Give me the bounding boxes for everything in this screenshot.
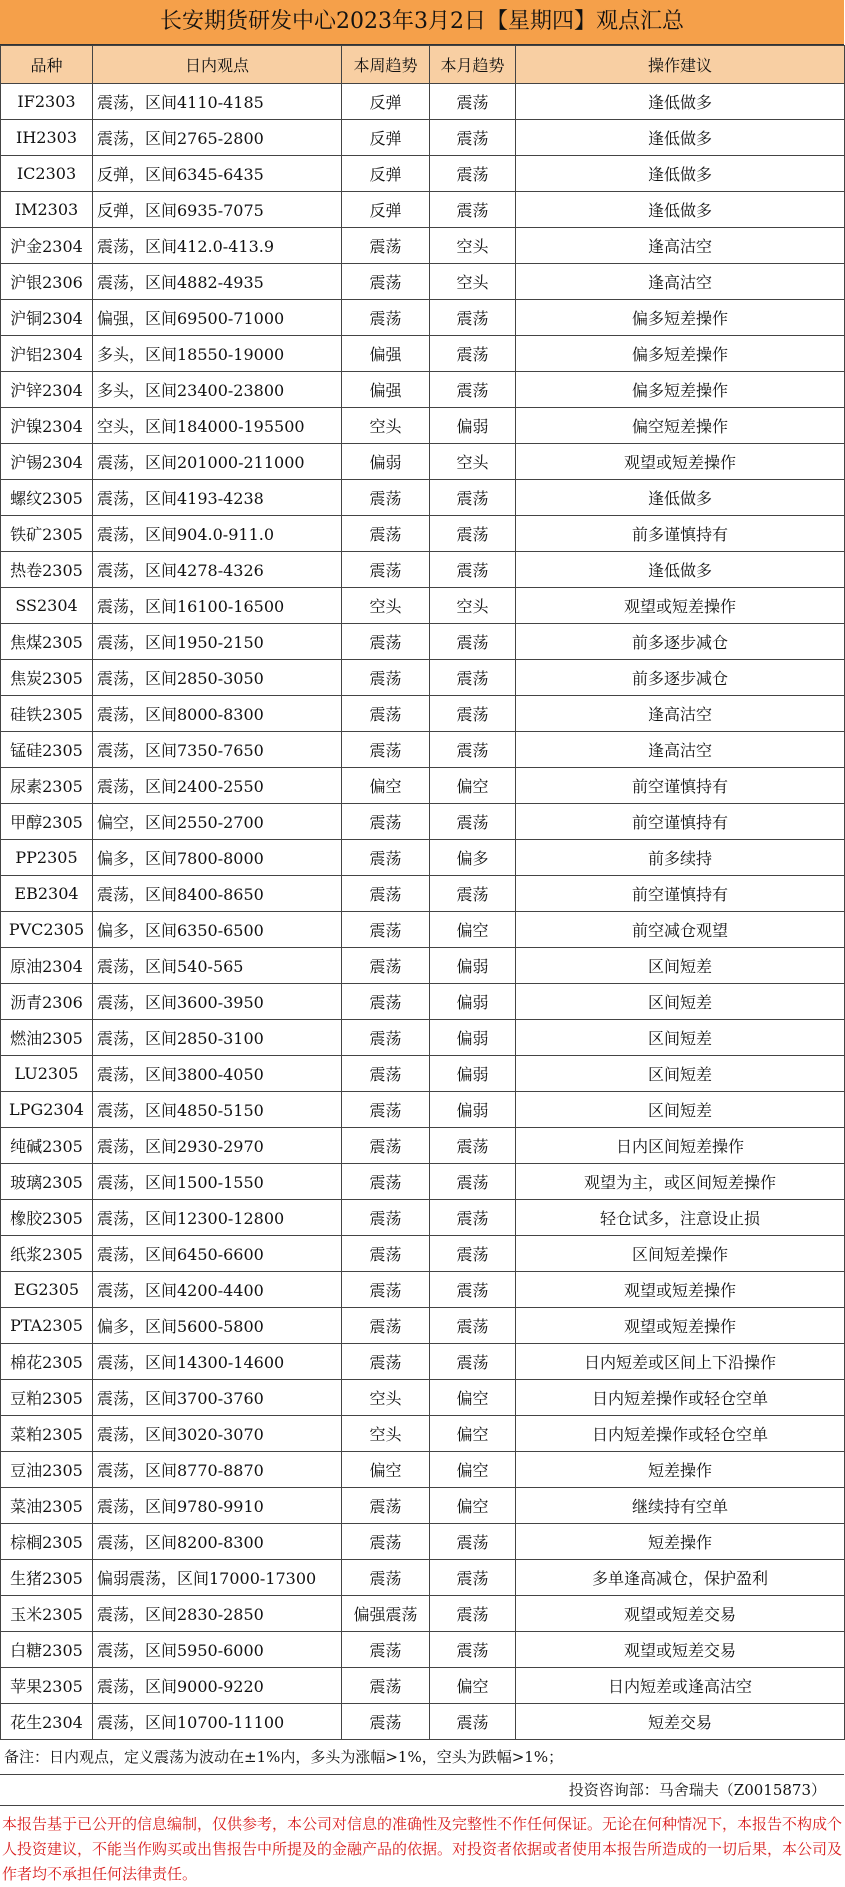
cell-advice: 区间短差	[516, 984, 845, 1020]
cell-weekly-trend: 震荡	[342, 624, 430, 660]
cell-variety: LPG2304	[1, 1092, 93, 1128]
table-row	[1, 840, 845, 876]
cell-weekly-trend: 偏强	[342, 372, 430, 408]
cell-weekly-trend: 空头	[342, 588, 430, 624]
cell-intraday-view: 震荡，区间540-565	[93, 948, 342, 984]
cell-variety: 燃油2305	[1, 1020, 93, 1056]
cell-variety: 沪金2304	[1, 228, 93, 264]
cell-variety: 白糖2305	[1, 1632, 93, 1668]
cell-intraday-view: 震荡，区间12300-12800	[93, 1200, 342, 1236]
table-row	[1, 1272, 845, 1308]
table-row	[1, 1308, 845, 1344]
cell-weekly-trend: 偏强	[342, 336, 430, 372]
cell-intraday-view: 多头，区间18550-19000	[93, 336, 342, 372]
table-row	[1, 1452, 845, 1488]
cell-weekly-trend: 震荡	[342, 1092, 430, 1128]
cell-advice: 短差操作	[516, 1452, 845, 1488]
cell-monthly-trend: 空头	[430, 264, 516, 300]
cell-monthly-trend: 震荡	[430, 1200, 516, 1236]
table-row	[1, 1092, 845, 1128]
cell-intraday-view: 震荡，区间4193-4238	[93, 480, 342, 516]
cell-weekly-trend: 震荡	[342, 984, 430, 1020]
table-row	[1, 1128, 845, 1164]
cell-variety: 玻璃2305	[1, 1164, 93, 1200]
cell-intraday-view: 震荡，区间4278-4326	[93, 552, 342, 588]
table-row	[1, 768, 845, 804]
cell-weekly-trend: 震荡	[342, 912, 430, 948]
cell-monthly-trend: 偏空	[430, 1488, 516, 1524]
cell-intraday-view: 偏多，区间5600-5800	[93, 1308, 342, 1344]
cell-advice: 偏多短差操作	[516, 372, 845, 408]
cell-intraday-view: 震荡，区间8770-8870	[93, 1452, 342, 1488]
cell-weekly-trend: 震荡	[342, 732, 430, 768]
cell-variety: 纯碱2305	[1, 1128, 93, 1164]
table-row	[1, 1344, 845, 1380]
cell-monthly-trend: 偏弱	[430, 1092, 516, 1128]
table-row	[1, 1200, 845, 1236]
table-row	[1, 948, 845, 984]
cell-monthly-trend: 震荡	[430, 732, 516, 768]
cell-variety: 沪铝2304	[1, 336, 93, 372]
cell-variety: 橡胶2305	[1, 1200, 93, 1236]
cell-intraday-view: 震荡，区间14300-14600	[93, 1344, 342, 1380]
header-weekly-trend: 本周趋势	[342, 46, 430, 84]
outlook-table	[0, 45, 845, 1740]
table-row	[1, 1488, 845, 1524]
disclaimer-text: 本报告基于已公开的信息编制，仅供参考，本公司对信息的准确性及完整性不作任何保证。无论在何种情况下，本报告不构成个人投资建议，不能当作购买或出售报告中所提及的金融产品的依据。对投资者依据或者使用本报告所造成的一切后果，本公司及作者均不承担任何法律责任。	[2, 1815, 843, 1883]
cell-monthly-trend: 空头	[430, 588, 516, 624]
cell-variety: 棕榈2305	[1, 1524, 93, 1560]
table-row	[1, 1596, 845, 1632]
cell-intraday-view: 偏多，区间6350-6500	[93, 912, 342, 948]
cell-monthly-trend: 震荡	[430, 876, 516, 912]
cell-intraday-view: 多头，区间23400-23800	[93, 372, 342, 408]
cell-weekly-trend: 震荡	[342, 1704, 430, 1740]
table-row	[1, 660, 845, 696]
cell-intraday-view: 震荡，区间8400-8650	[93, 876, 342, 912]
cell-weekly-trend: 震荡	[342, 1344, 430, 1380]
cell-advice: 区间短差	[516, 1056, 845, 1092]
cell-intraday-view: 震荡，区间16100-16500	[93, 588, 342, 624]
cell-weekly-trend: 震荡	[342, 552, 430, 588]
table-row	[1, 408, 845, 444]
cell-variety: 热卷2305	[1, 552, 93, 588]
cell-advice: 偏空短差操作	[516, 408, 845, 444]
table-row	[1, 804, 845, 840]
cell-monthly-trend: 震荡	[430, 1524, 516, 1560]
cell-advice: 前多续持	[516, 840, 845, 876]
cell-variety: 菜粕2305	[1, 1416, 93, 1452]
cell-weekly-trend: 震荡	[342, 1308, 430, 1344]
cell-advice: 前多谨慎持有	[516, 516, 845, 552]
cell-intraday-view: 震荡，区间6450-6600	[93, 1236, 342, 1272]
cell-monthly-trend: 偏空	[430, 1452, 516, 1488]
cell-monthly-trend: 偏弱	[430, 1056, 516, 1092]
cell-monthly-trend: 震荡	[430, 192, 516, 228]
cell-variety: IH2303	[1, 120, 93, 156]
cell-monthly-trend: 震荡	[430, 624, 516, 660]
table-row	[1, 120, 845, 156]
cell-advice: 区间短差操作	[516, 1236, 845, 1272]
cell-monthly-trend: 空头	[430, 444, 516, 480]
table-row	[1, 1524, 845, 1560]
table-row	[1, 552, 845, 588]
cell-intraday-view: 震荡，区间3700-3760	[93, 1380, 342, 1416]
cell-intraday-view: 震荡，区间412.0-413.9	[93, 228, 342, 264]
footnote: 备注：日内观点，定义震荡为波动在±1%内，多头为涨幅>1%，空头为跌幅>1%；	[0, 1740, 844, 1775]
cell-monthly-trend: 震荡	[430, 156, 516, 192]
cell-intraday-view: 震荡，区间3020-3070	[93, 1416, 342, 1452]
cell-advice: 区间短差	[516, 1092, 845, 1128]
cell-variety: 豆油2305	[1, 1452, 93, 1488]
cell-advice: 观望或短差交易	[516, 1632, 845, 1668]
cell-weekly-trend: 震荡	[342, 300, 430, 336]
cell-monthly-trend: 震荡	[430, 1344, 516, 1380]
cell-monthly-trend: 震荡	[430, 1272, 516, 1308]
cell-monthly-trend: 偏弱	[430, 984, 516, 1020]
table-row	[1, 912, 845, 948]
cell-variety: 铁矿2305	[1, 516, 93, 552]
cell-advice: 逢高沽空	[516, 228, 845, 264]
cell-intraday-view: 震荡，区间4850-5150	[93, 1092, 342, 1128]
cell-variety: 沥青2306	[1, 984, 93, 1020]
table-row	[1, 336, 845, 372]
cell-weekly-trend: 震荡	[342, 1560, 430, 1596]
cell-advice: 观望或短差操作	[516, 1308, 845, 1344]
table-row	[1, 516, 845, 552]
cell-advice: 逢低做多	[516, 552, 845, 588]
table-body	[1, 84, 845, 1740]
cell-intraday-view: 震荡，区间8200-8300	[93, 1524, 342, 1560]
cell-monthly-trend: 震荡	[430, 552, 516, 588]
cell-variety: 尿素2305	[1, 768, 93, 804]
cell-intraday-view: 震荡，区间4200-4400	[93, 1272, 342, 1308]
cell-intraday-view: 震荡，区间7350-7650	[93, 732, 342, 768]
cell-weekly-trend: 震荡	[342, 1524, 430, 1560]
table-row	[1, 300, 845, 336]
cell-monthly-trend: 偏空	[430, 1668, 516, 1704]
table-row	[1, 156, 845, 192]
cell-weekly-trend: 空头	[342, 408, 430, 444]
header-intraday-view: 日内观点	[93, 46, 342, 84]
cell-monthly-trend: 震荡	[430, 84, 516, 120]
cell-intraday-view: 震荡，区间9780-9910	[93, 1488, 342, 1524]
cell-weekly-trend: 震荡	[342, 1200, 430, 1236]
cell-weekly-trend: 偏空	[342, 768, 430, 804]
cell-intraday-view: 震荡，区间1950-2150	[93, 624, 342, 660]
cell-variety: 焦煤2305	[1, 624, 93, 660]
cell-weekly-trend: 震荡	[342, 1488, 430, 1524]
cell-weekly-trend: 震荡	[342, 696, 430, 732]
cell-intraday-view: 震荡，区间2765-2800	[93, 120, 342, 156]
cell-intraday-view: 震荡，区间5950-6000	[93, 1632, 342, 1668]
cell-variety: PVC2305	[1, 912, 93, 948]
cell-intraday-view: 震荡，区间9000-9220	[93, 1668, 342, 1704]
cell-advice: 日内短差操作或轻仓空单	[516, 1380, 845, 1416]
table-row	[1, 1704, 845, 1740]
cell-weekly-trend: 反弹	[342, 192, 430, 228]
table-row	[1, 732, 845, 768]
cell-advice: 观望或短差交易	[516, 1596, 845, 1632]
cell-intraday-view: 震荡，区间2830-2850	[93, 1596, 342, 1632]
cell-variety: 螺纹2305	[1, 480, 93, 516]
cell-monthly-trend: 震荡	[430, 1560, 516, 1596]
cell-variety: PP2305	[1, 840, 93, 876]
cell-weekly-trend: 震荡	[342, 876, 430, 912]
cell-weekly-trend: 空头	[342, 1380, 430, 1416]
cell-advice: 轻仓试多，注意设止损	[516, 1200, 845, 1236]
cell-advice: 逢高沽空	[516, 696, 845, 732]
table-row	[1, 1056, 845, 1092]
cell-variety: IF2303	[1, 84, 93, 120]
cell-variety: 甲醇2305	[1, 804, 93, 840]
cell-intraday-view: 震荡，区间10700-11100	[93, 1704, 342, 1740]
table-row	[1, 876, 845, 912]
table-row	[1, 1020, 845, 1056]
cell-advice: 逢高沽空	[516, 264, 845, 300]
cell-monthly-trend: 震荡	[430, 1128, 516, 1164]
cell-variety: 焦炭2305	[1, 660, 93, 696]
cell-advice: 短差交易	[516, 1704, 845, 1740]
cell-variety: LU2305	[1, 1056, 93, 1092]
table-row	[1, 984, 845, 1020]
cell-intraday-view: 震荡，区间4110-4185	[93, 84, 342, 120]
cell-advice: 偏多短差操作	[516, 300, 845, 336]
cell-advice: 逢低做多	[516, 156, 845, 192]
cell-monthly-trend: 偏弱	[430, 948, 516, 984]
cell-intraday-view: 空头，区间184000-195500	[93, 408, 342, 444]
table-row	[1, 372, 845, 408]
cell-monthly-trend: 震荡	[430, 336, 516, 372]
cell-weekly-trend: 震荡	[342, 660, 430, 696]
cell-advice: 日内区间短差操作	[516, 1128, 845, 1164]
cell-monthly-trend: 震荡	[430, 696, 516, 732]
table-row	[1, 228, 845, 264]
cell-variety: PTA2305	[1, 1308, 93, 1344]
cell-intraday-view: 反弹，区间6935-7075	[93, 192, 342, 228]
table-row	[1, 588, 845, 624]
table-row	[1, 84, 845, 120]
cell-intraday-view: 震荡，区间2930-2970	[93, 1128, 342, 1164]
cell-monthly-trend: 震荡	[430, 1308, 516, 1344]
cell-intraday-view: 震荡，区间201000-211000	[93, 444, 342, 480]
cell-weekly-trend: 震荡	[342, 1236, 430, 1272]
cell-advice: 继续持有空单	[516, 1488, 845, 1524]
cell-monthly-trend: 震荡	[430, 300, 516, 336]
table-row	[1, 480, 845, 516]
cell-monthly-trend: 震荡	[430, 804, 516, 840]
table-row	[1, 1416, 845, 1452]
cell-weekly-trend: 偏强震荡	[342, 1596, 430, 1632]
cell-weekly-trend: 空头	[342, 1416, 430, 1452]
cell-monthly-trend: 震荡	[430, 372, 516, 408]
cell-variety: 苹果2305	[1, 1668, 93, 1704]
cell-variety: 生猪2305	[1, 1560, 93, 1596]
cell-advice: 逢高沽空	[516, 732, 845, 768]
report-title: 长安期货研发中心2023年3月2日【星期四】观点汇总	[0, 0, 844, 45]
cell-advice: 观望或短差操作	[516, 588, 845, 624]
cell-weekly-trend: 反弹	[342, 120, 430, 156]
header-advice: 操作建议	[516, 46, 845, 84]
cell-advice: 前多逐步减仓	[516, 660, 845, 696]
cell-intraday-view: 偏弱震荡，区间17000-17300	[93, 1560, 342, 1596]
cell-variety: 沪锡2304	[1, 444, 93, 480]
cell-intraday-view: 震荡，区间3800-4050	[93, 1056, 342, 1092]
cell-weekly-trend: 震荡	[342, 1632, 430, 1668]
cell-variety: 菜油2305	[1, 1488, 93, 1524]
cell-monthly-trend: 偏空	[430, 1416, 516, 1452]
cell-intraday-view: 偏多，区间7800-8000	[93, 840, 342, 876]
cell-variety: 棉花2305	[1, 1344, 93, 1380]
header-variety: 品种	[1, 46, 93, 84]
cell-monthly-trend: 震荡	[430, 516, 516, 552]
cell-variety: 豆粕2305	[1, 1380, 93, 1416]
cell-advice: 前空谨慎持有	[516, 768, 845, 804]
table-row	[1, 1380, 845, 1416]
cell-monthly-trend: 震荡	[430, 1164, 516, 1200]
cell-advice: 偏多短差操作	[516, 336, 845, 372]
cell-intraday-view: 震荡，区间8000-8300	[93, 696, 342, 732]
cell-advice: 逢低做多	[516, 192, 845, 228]
cell-intraday-view: 震荡，区间4882-4935	[93, 264, 342, 300]
cell-variety: IM2303	[1, 192, 93, 228]
cell-advice: 区间短差	[516, 948, 845, 984]
cell-advice: 前空谨慎持有	[516, 876, 845, 912]
cell-intraday-view: 震荡，区间2850-3100	[93, 1020, 342, 1056]
cell-weekly-trend: 震荡	[342, 1020, 430, 1056]
cell-monthly-trend: 偏多	[430, 840, 516, 876]
cell-intraday-view: 震荡，区间2400-2550	[93, 768, 342, 804]
table-row	[1, 696, 845, 732]
cell-intraday-view: 震荡，区间3600-3950	[93, 984, 342, 1020]
cell-monthly-trend: 偏弱	[430, 408, 516, 444]
cell-monthly-trend: 偏弱	[430, 1020, 516, 1056]
cell-variety: 沪镍2304	[1, 408, 93, 444]
cell-variety: 硅铁2305	[1, 696, 93, 732]
cell-monthly-trend: 震荡	[430, 120, 516, 156]
cell-advice: 日内短差操作或轻仓空单	[516, 1416, 845, 1452]
cell-weekly-trend: 震荡	[342, 516, 430, 552]
cell-advice: 区间短差	[516, 1020, 845, 1056]
cell-weekly-trend: 反弹	[342, 84, 430, 120]
cell-weekly-trend: 震荡	[342, 1164, 430, 1200]
table-row	[1, 1632, 845, 1668]
cell-monthly-trend: 空头	[430, 228, 516, 264]
header-monthly-trend: 本月趋势	[430, 46, 516, 84]
cell-weekly-trend: 震荡	[342, 948, 430, 984]
cell-weekly-trend: 震荡	[342, 1128, 430, 1164]
cell-variety: 原油2304	[1, 948, 93, 984]
cell-advice: 观望或短差操作	[516, 1272, 845, 1308]
cell-weekly-trend: 偏弱	[342, 444, 430, 480]
cell-advice: 观望为主，或区间短差操作	[516, 1164, 845, 1200]
cell-intraday-view: 偏强，区间69500-71000	[93, 300, 342, 336]
table-row	[1, 1560, 845, 1596]
cell-advice: 多单逢高减仓，保护盈利	[516, 1560, 845, 1596]
cell-advice: 日内短差或逢高沽空	[516, 1668, 845, 1704]
cell-variety: 沪银2306	[1, 264, 93, 300]
table-row	[1, 1668, 845, 1704]
cell-advice: 逢低做多	[516, 84, 845, 120]
cell-variety: 玉米2305	[1, 1596, 93, 1632]
cell-monthly-trend: 震荡	[430, 1596, 516, 1632]
table-row	[1, 192, 845, 228]
consultant-line: 投资咨询部：马舍瑞夫（Z0015873）	[0, 1775, 844, 1806]
cell-advice: 短差操作	[516, 1524, 845, 1560]
cell-monthly-trend: 震荡	[430, 1632, 516, 1668]
table-row	[1, 1164, 845, 1200]
cell-variety: 沪锌2304	[1, 372, 93, 408]
cell-monthly-trend: 偏空	[430, 768, 516, 804]
cell-intraday-view: 偏空，区间2550-2700	[93, 804, 342, 840]
cell-variety: 锰硅2305	[1, 732, 93, 768]
cell-variety: SS2304	[1, 588, 93, 624]
cell-weekly-trend: 震荡	[342, 1056, 430, 1092]
cell-advice: 前多逐步减仓	[516, 624, 845, 660]
cell-variety: EB2304	[1, 876, 93, 912]
cell-variety: IC2303	[1, 156, 93, 192]
cell-advice: 日内短差或区间上下沿操作	[516, 1344, 845, 1380]
cell-monthly-trend: 偏空	[430, 912, 516, 948]
cell-intraday-view: 反弹，区间6345-6435	[93, 156, 342, 192]
table-row	[1, 1236, 845, 1272]
cell-advice: 逢低做多	[516, 480, 845, 516]
cell-weekly-trend: 震荡	[342, 1668, 430, 1704]
cell-weekly-trend: 偏空	[342, 1452, 430, 1488]
table-row	[1, 264, 845, 300]
cell-monthly-trend: 偏空	[430, 1380, 516, 1416]
cell-weekly-trend: 震荡	[342, 1272, 430, 1308]
cell-monthly-trend: 震荡	[430, 1704, 516, 1740]
cell-weekly-trend: 震荡	[342, 804, 430, 840]
cell-variety: 花生2304	[1, 1704, 93, 1740]
cell-weekly-trend: 反弹	[342, 156, 430, 192]
cell-advice: 前空谨慎持有	[516, 804, 845, 840]
cell-intraday-view: 震荡，区间904.0-911.0	[93, 516, 342, 552]
cell-variety: 沪铜2304	[1, 300, 93, 336]
cell-monthly-trend: 震荡	[430, 480, 516, 516]
cell-intraday-view: 震荡，区间2850-3050	[93, 660, 342, 696]
table-row	[1, 624, 845, 660]
cell-weekly-trend: 震荡	[342, 840, 430, 876]
cell-advice: 逢低做多	[516, 120, 845, 156]
table-header-row	[1, 46, 845, 84]
cell-monthly-trend: 震荡	[430, 1236, 516, 1272]
cell-monthly-trend: 震荡	[430, 660, 516, 696]
cell-variety: EG2305	[1, 1272, 93, 1308]
cell-advice: 前空减仓观望	[516, 912, 845, 948]
cell-weekly-trend: 震荡	[342, 228, 430, 264]
cell-advice: 观望或短差操作	[516, 444, 845, 480]
table-row	[1, 444, 845, 480]
cell-intraday-view: 震荡，区间1500-1550	[93, 1164, 342, 1200]
cell-weekly-trend: 震荡	[342, 264, 430, 300]
cell-variety: 纸浆2305	[1, 1236, 93, 1272]
cell-weekly-trend: 震荡	[342, 480, 430, 516]
